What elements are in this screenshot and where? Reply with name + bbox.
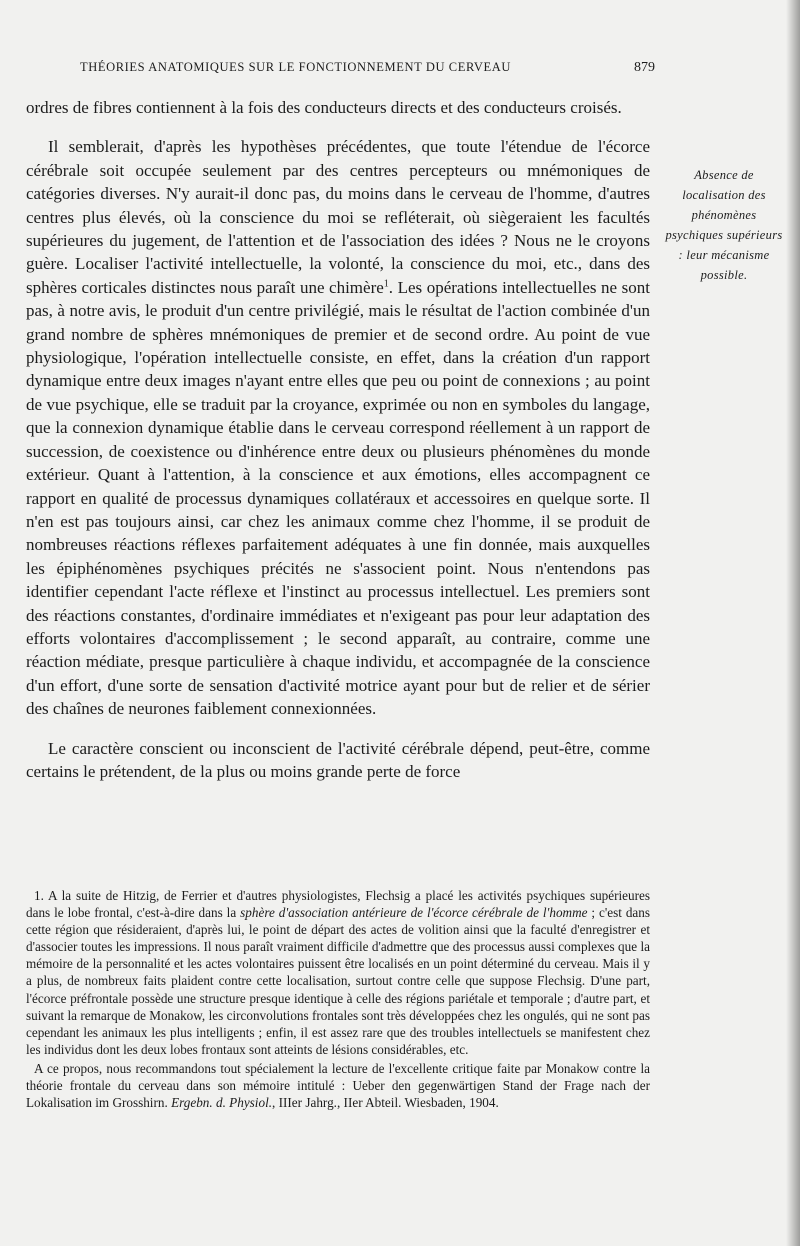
footnote-2-italic: Ergebn. d. Physiol. [171, 1095, 273, 1111]
footnote-1 [26, 887, 650, 1058]
footnote-2-part-b: , IIIer Jahrg., IIer Abteil. Wiesbaden, 1904. [272, 1095, 499, 1111]
footnotes [26, 887, 650, 1111]
page-edge-shadow [786, 0, 800, 1246]
paragraph-2-part-a: Il semblerait, d'après les hypothèses précédentes, que toute l'étendue de l'écorce cérébrale soit occupée seulement par des centres percepteurs ou mnémoniques de catégories diverses. N'y aurait-il donc pas, du moins dans le cerveau de l'homme, d'autres centres plus élevés, où la conscience du moi se refléterait, où siègeraient les facultés supérieures du jugement, de l'attention et de l'association des idées ? Nous ne le croyons guère. Localiser l'activité intellectuelle, la volonté, la conscience du moi, etc., dans des sphères corticales distinctes nous paraît une chimère [26, 137, 650, 297]
footnote-2 [26, 1060, 650, 1111]
main-text [26, 96, 650, 783]
footnote-1-part-b: ; c'est dans cette région que résideraient, d'après lui, le point de départ des actes de volition ainsi que la faculté d'enregistrer et d'associer toutes les impressions. Il nous paraît vraiment difficile d'admettre que des processus aussi complexes que la mémoire de la personnalité et les actes volontaires puissent être localisés en un point déterminé du cerveau. Mais il y a plus, de nombreux faits plaident contre cette localisation, surtout contre celle que suppose Flechsig. D'une part, l'écorce préfrontale possède une structure presque identique à celle des régions pariétale et temporale ; d'autre part, et suivant la remarque de Monakow, les circonvolutions frontales sont très développées chez les ongulés, qui ne sont pas cependant les animaux les plus intelligents ; enfin, il est assez rare que des troubles intellectuels se manifestent chez les individus dont les deux lobes frontaux sont atteints de lésions considérables, etc. [26, 905, 651, 1057]
footnote-ref-1[interactable]: 1 [383, 278, 389, 290]
running-title: THÉORIES ANATOMIQUES SUR LE FONCTIONNEMENT DU CERVEAU [80, 60, 512, 74]
paragraph-1: ordres de fibres contiennent à la fois des conducteurs directs et des conducteurs croisés. [26, 98, 622, 117]
paragraph-3: Le caractère conscient ou inconscient de l'activité cérébrale dépend, peut-être, comme certains le prétendent, de la plus ou moins grande perte de force [26, 738, 650, 781]
paragraph-2-part-b: . Les opérations intellectuelles ne sont pas, à notre avis, le produit d'un centre privilégié, mais le résultat de l'action combinée d'un grand nombre de sphères mnémoniques de premier et de second ordre. Au point de vue physiologique, l'opération intellectuelle consiste, en effet, dans la création d'un rapport dynamique entre deux images n'ayant entre elles que peu ou point de connexions ; au point de vue psychique, elle se traduit par la croyance, exprimée ou non en symboles du langage, que la connexion dynamique établie dans le cerveau correspond réellement à un rapport de succession, de coexistence ou d'inhérence entre deux ou plusieurs phénomènes du monde extérieur. Quant à l'attention, à la conscience et aux émotions, elles accompagnent ce rapport en qualité de processus dynamiques collatéraux et accessoires en quelque sorte. Il n'en est pas toujours ainsi, car chez les animaux comme chez l'homme, il se produit de nombreuses réactions réflexes parfaitement adéquates à une fin donnée, mais auxquelles les épiphénomènes psychiques précités ne s'associent point. Nous n'entendons pas identifier cependant l'acte réflexe et l'instinct au processus intellectuel. Les premiers sont des réactions constantes, d'ordinaire immédiates et n'exigeant pas pour leur adaptation des efforts volontaires d'accomplissement ; le second apparaît, au contraire, comme une réaction médiate, presque particulière à chaque individu, et accompagnée de la conscience d'un effort, d'une sorte de sensation d'activité motrice ayant pour but de relier et de sérier des chaînes de neurones faiblement connexionnées. [26, 277, 650, 719]
footnote-1-italic: sphère d'association antérieure de l'écorce cérébrale de l'homme [240, 905, 588, 921]
paragraph-2 [26, 135, 650, 720]
margin-note: Absence de localisation des phénomènes psychiques supérieurs : leur mécanisme possible. [665, 168, 783, 282]
footnote-2-part-a: A ce propos, nous recommandons tout spécialement la lecture de l'excellente critique faite par Monakow contre la théorie frontale du cerveau dans son mémoire intitulé : Ueber den gegenwärtigen Stand der Frage nach der Lokalisation im Grosshirn. [26, 1060, 650, 1111]
footnote-1-part-a: 1. A la suite de Hitzig, de Ferrier et d'autres physiologistes, Flechsig a placé les activités psychiques supérieures dans le lobe frontal, c'est-à-dire dans la [26, 888, 650, 921]
running-header [80, 60, 655, 76]
page-number: 879 [634, 60, 655, 75]
